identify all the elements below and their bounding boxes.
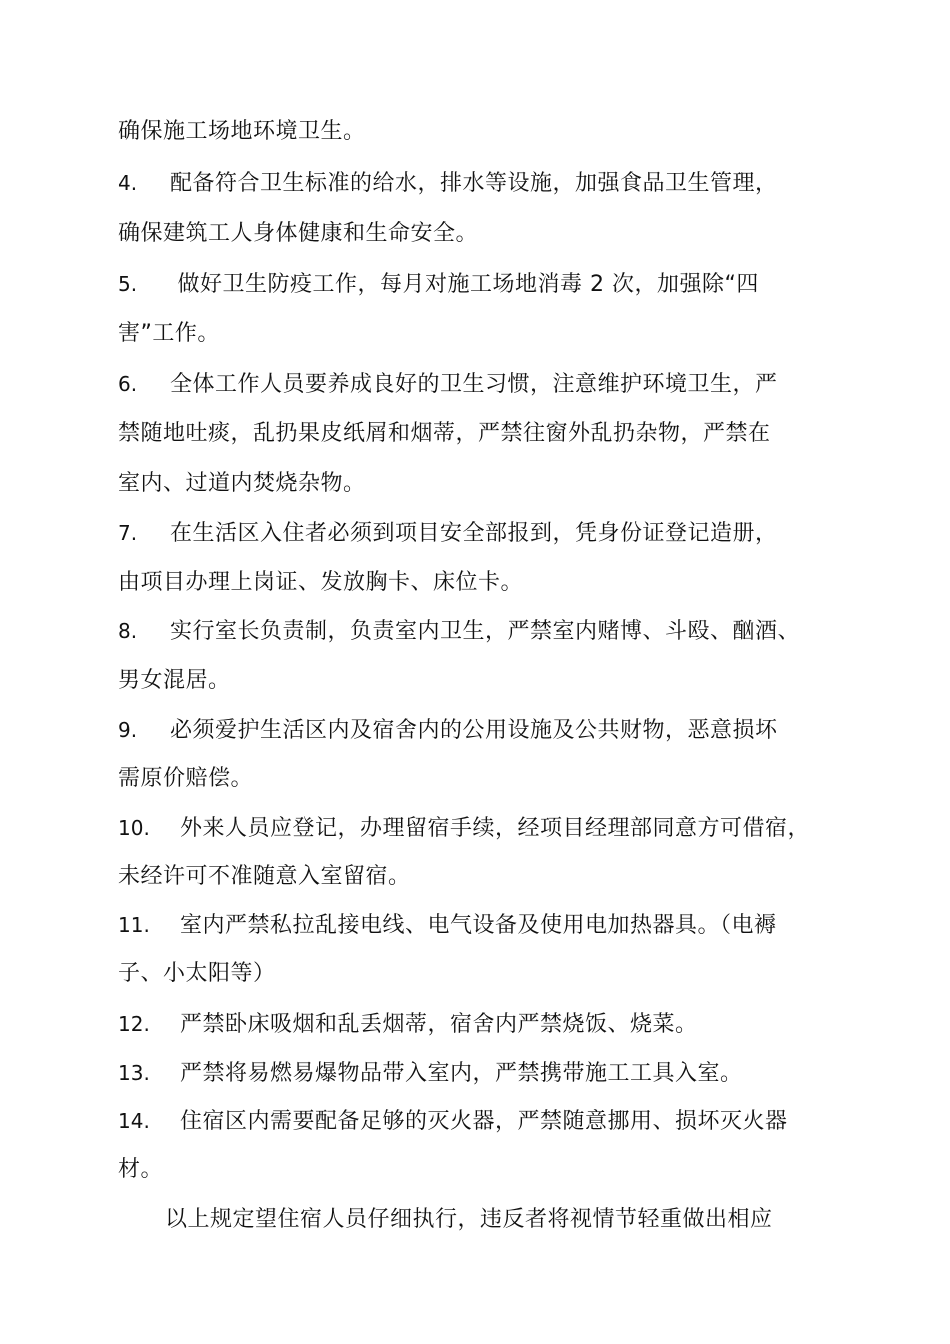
- paragraph-line: [118, 219, 478, 249]
- list-item-14: [118, 1106, 788, 1137]
- paragraph-line: [118, 568, 523, 598]
- line-text: 以上规定望住宿人员仔细执行，违反者将视情节轻重做出相应: [165, 1207, 773, 1232]
- line-text: 必须爱护生活区内及宿舍内的公用设施及公共财物，恶意损坏: [170, 718, 778, 743]
- closing-paragraph-line: [165, 1205, 773, 1235]
- line-text: 由项目办理上岗证、发放胸卡、床位卡。: [118, 570, 524, 595]
- paragraph-line: [118, 117, 366, 147]
- item-number: 12.: [118, 1012, 150, 1036]
- line-text: 害”工作。: [118, 321, 220, 346]
- line-text: 严禁将易燃易爆物品带入室内，严禁携带施工工具入室。: [180, 1061, 743, 1086]
- list-item-6: [118, 369, 778, 400]
- item-number: 11.: [118, 913, 150, 937]
- paragraph-line: [118, 319, 220, 349]
- line-text: 配备符合卫生标准的给水，排水等设施，加强食品卫生管理，: [170, 171, 778, 196]
- paragraph-line: [118, 419, 771, 449]
- line-text: 未经许可不准随意入室留宿。: [118, 864, 411, 889]
- line-text: 室内严禁私拉乱接电线、电气设备及使用电加热器具。（电褥: [180, 913, 777, 938]
- line-text: 确保建筑工人身体健康和生命安全。: [118, 221, 479, 246]
- paragraph-line: [118, 469, 366, 499]
- line-text: 全体工作人员要养成良好的卫生习惯，注意维护环境卫生，严: [170, 372, 778, 397]
- list-item-12: [118, 1009, 698, 1040]
- item-number: 6.: [118, 372, 138, 396]
- line-text: 材。: [118, 1157, 164, 1182]
- line-text: 住宿区内需要配备足够的灭火器，严禁随意挪用、损坏灭火器: [180, 1109, 788, 1134]
- line-text: 室内、过道内焚烧杂物。: [118, 471, 366, 496]
- list-item-10: [118, 813, 810, 844]
- list-item-4: [118, 168, 778, 199]
- line-text: 外来人员应登记，办理留宿手续，经项目经理部同意方可借宿，: [180, 816, 811, 841]
- list-item-7: [118, 518, 778, 549]
- paragraph-line: [118, 1155, 163, 1185]
- line-text: 做好卫生防疫工作，每月对施工场地消毒 2 次，加强除“四: [170, 272, 759, 297]
- line-text: 确保施工场地环境卫生。: [118, 119, 366, 144]
- item-number: 4.: [118, 171, 138, 195]
- item-number: 13.: [118, 1061, 150, 1085]
- item-number: 8.: [118, 619, 138, 643]
- paragraph-line: [118, 666, 231, 696]
- item-number: 10.: [118, 816, 150, 840]
- item-number: 9.: [118, 718, 138, 742]
- paragraph-line: [118, 959, 276, 989]
- list-item-8: [118, 616, 800, 647]
- line-text: 需原价赔偿。: [118, 766, 254, 791]
- list-item-11: [118, 910, 777, 941]
- list-item-13: [118, 1058, 743, 1089]
- list-item-5: [118, 269, 759, 300]
- line-text: 禁随地吐痰，乱扔果皮纸屑和烟蒂，严禁往窗外乱扔杂物，严禁在: [118, 421, 771, 446]
- paragraph-line: [118, 764, 253, 794]
- list-item-9: [118, 715, 778, 746]
- item-number: 5.: [118, 272, 138, 296]
- line-text: 实行室长负责制，负责室内卫生，严禁室内赌博、斗殴、酗酒、: [170, 619, 801, 644]
- line-text: 男女混居。: [118, 668, 231, 693]
- item-number: 7.: [118, 521, 138, 545]
- line-text: 在生活区入住者必须到项目安全部报到，凭身份证登记造册，: [170, 521, 778, 546]
- line-text: 子、小太阳等）: [118, 961, 276, 986]
- paragraph-line: [118, 862, 411, 892]
- line-text: 严禁卧床吸烟和乱丢烟蒂，宿舍内严禁烧饭、烧菜。: [180, 1012, 698, 1037]
- item-number: 14.: [118, 1109, 150, 1133]
